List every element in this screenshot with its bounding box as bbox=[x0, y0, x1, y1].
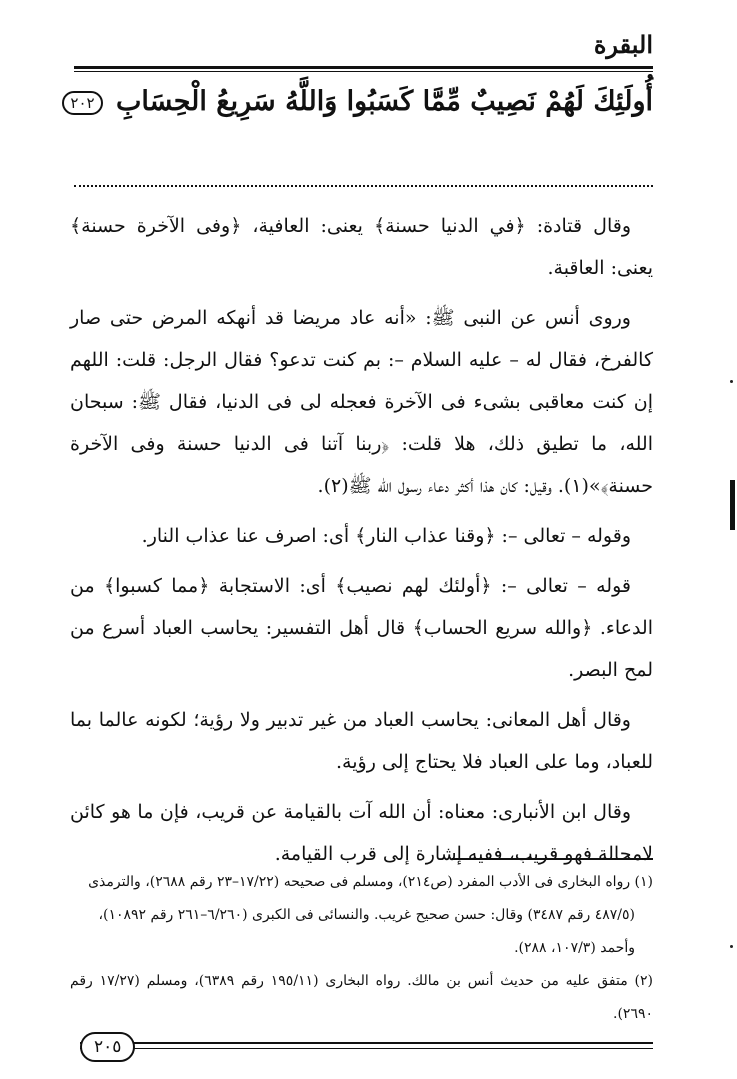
footnote-1-line-2: (٤٨٧/٥ رقم ٣٤٨٧) وقال: حسن صحيح غريب. والنسائى فى الكبرى (٦/٢٦٠–٢٦١ رقم ١٠٨٩٢)، bbox=[98, 907, 635, 923]
paragraph: وقال قتادة: ﴿في الدنيا حسنة﴾ يعنى: العافية، ﴿وفى الآخرة حسنة﴾ يعنى: العاقبة. bbox=[70, 215, 653, 279]
scan-dot bbox=[730, 945, 733, 948]
header-rule-thick bbox=[74, 66, 653, 69]
surah-title: البقرة bbox=[593, 30, 653, 59]
commentary-body bbox=[70, 205, 653, 883]
verse-number-marker: ٢٠٢ bbox=[62, 91, 102, 115]
verse-text: أُولَئِكَ لَهُمْ نَصِيبٌ مِّمَّا كَسَبُوا وَاللَّهُ سَرِيعُ الْحِسَابِ bbox=[115, 86, 653, 117]
header-rule-thin bbox=[74, 71, 653, 72]
dotted-separator bbox=[74, 185, 653, 187]
paragraph: وقال أهل المعانى: يحاسب العباد من غير تدبير ولا رؤية؛ لكونه عالما بما للعباد، وما على العباد فلا يحتاج إلى رؤية. bbox=[70, 709, 653, 773]
footer-rule-thick bbox=[80, 1042, 653, 1044]
footnote-2: (٢) متفق عليه من حديث أنس بن مالك. رواه البخارى (١٩٥/١١ رقم ٦٣٨٩)، ومسلم (١٧/٢٧ رقم ٢٦٩٠). bbox=[70, 973, 654, 1022]
paragraph: قوله – تعالى –: ﴿أولئك لهم نصيب﴾ أى: الاستجابة ﴿مما كسبوا﴾ من الدعاء. ﴿والله سريع الحساب﴾ قال أهل التفسير: يحاسب العباد أسرع من لمح البصر. bbox=[70, 575, 653, 681]
footnote-1-line-1: (١) رواه البخارى فى الأدب المفرد (ص٢١٤)، ومسلم فى صحيحه (١٧/٢٢–٢٣ رقم ٢٦٨٨)، والترمذى bbox=[88, 874, 653, 890]
paragraph: وقوله – تعالى –: ﴿وقنا عذاب النار﴾ أى: اصرف عنا عذاب النار. bbox=[141, 525, 631, 547]
scan-edge-mark bbox=[730, 480, 735, 530]
paragraph: وروى أنس عن النبى ﷺ: «أنه عاد مريضا قد أنهكه المرض حتى صار كالفرخ، فقال له – عليه السلام –: بم كنت تدعو؟ فقال الرجل: قلت: اللهم إن كنت معاقبى بشىء فى الآخرة فعجله لى فى الدنيا، فقال ﷺ: سبحان الله، ما تطيق ذلك، هلا قلت: ﴿ربنا آتنا فى الدنيا حسنة وفى الآخرة حسنة﴾»(١). وقيل: كان هذا أكثر دعاء رسول الله ﷺ(٢). bbox=[70, 307, 653, 497]
paragraph: وقال ابن الأنبارى: معناه: أن الله آت بالقيامة عن قريب، فإن ما هو كائن لامحالة فهو قريب، ففيه إشارة إلى قرب القيامة. bbox=[70, 801, 653, 865]
scan-dot bbox=[730, 380, 733, 383]
quran-verse bbox=[70, 80, 653, 124]
page-number: ٢٠٥ bbox=[80, 1032, 135, 1062]
footer-rule-thin bbox=[80, 1048, 653, 1049]
footnotes bbox=[70, 866, 653, 1031]
footnote-rule bbox=[452, 858, 653, 860]
footnote-1-line-3: وأحمد (١٠٧/٣، ٢٨٨). bbox=[514, 940, 635, 956]
